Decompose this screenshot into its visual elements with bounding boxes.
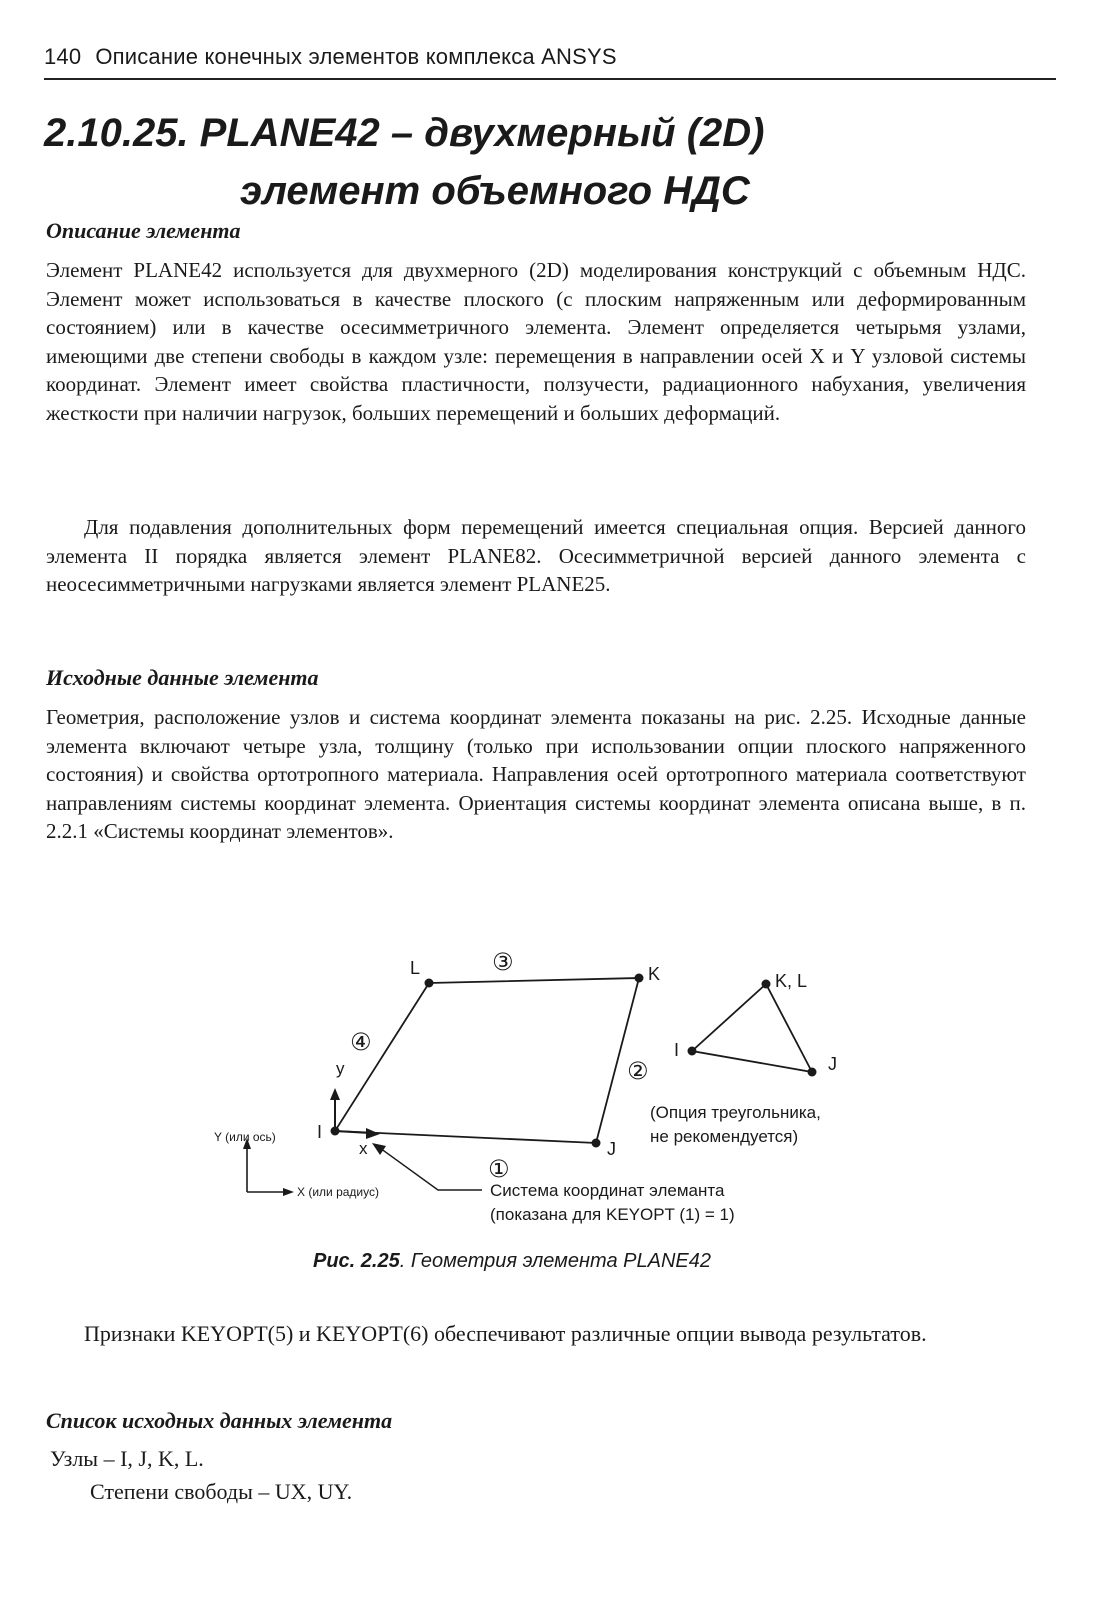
input-data-heading: Исходные данные элемента: [46, 665, 319, 690]
global-x-label: X (или радиус): [297, 1185, 379, 1199]
local-y-label: y: [336, 1059, 345, 1078]
global-x-arrowhead: [283, 1188, 294, 1196]
description-paragraph-2: Для подавления дополнительных форм перемещений имеется специальная опция. Версией данного элемента II порядка является элемент PLANE82. Осесимметричной версией данного элемента с неосесимметричными нагрузками является элемент PLANE25.: [46, 515, 1026, 596]
figure-caption-text: . Геометрия элемента PLANE42: [399, 1250, 711, 1272]
triangle-node-i-label: I: [674, 1040, 680, 1060]
csys-leader-arrowhead: [372, 1143, 386, 1155]
header-rule: [44, 78, 1056, 80]
figure-2-25: [200, 938, 900, 1243]
node-k-dot: [635, 974, 644, 983]
section-title-line1: 2.10.25. PLANE42 – двухмерный (2D): [44, 111, 765, 155]
description-heading: Описание элемента: [46, 218, 241, 243]
node-j-label: J: [607, 1139, 616, 1159]
face-1-label: ①: [488, 1156, 510, 1183]
input-data-paragraph: Геометрия, расположение узлов и система координат элемента показаны на рис. 2.25. Исходные данные элемента включают четыре узла, толщину (только при использовании опции плоского напряженного состояния) и свойства ортотропного материала. Направления осей ортотропного материала соответствуют направлениям системы координат элемента. Ориентация системы координат элемента описана выше, в п. 2.2.1 «Системы координат элементов».: [46, 705, 1026, 843]
face-4-label: ④: [350, 1029, 372, 1056]
input-list-heading: Список исходных данных элемента: [46, 1408, 393, 1433]
triangle-node-kl-label: K, L: [775, 971, 808, 991]
face-3-label: ③: [492, 949, 514, 976]
triangle-node-j-label: J: [828, 1054, 837, 1074]
local-y-arrowhead: [330, 1088, 340, 1100]
csys-note-line2: (показана для KEYOPT (1) = 1): [490, 1205, 735, 1224]
csys-note-line1: Система координат элеманта: [490, 1181, 725, 1200]
nodes-line: Узлы – I, J, K, L.: [50, 1446, 204, 1471]
node-i-label: I: [317, 1122, 323, 1142]
triangle-node-j-dot: [808, 1068, 817, 1077]
node-l-dot: [425, 979, 434, 988]
node-j-dot: [592, 1139, 601, 1148]
face-2-label: ②: [627, 1058, 649, 1085]
node-k-label: K: [648, 964, 661, 984]
section-title-line2: элемент объемного НДС: [240, 169, 750, 213]
local-x-label: x: [359, 1139, 368, 1158]
page-number: 140: [44, 44, 82, 69]
triangle-note-line1: (Опция треугольника,: [650, 1103, 821, 1122]
local-x-arrowhead: [366, 1128, 380, 1139]
figure-caption: [313, 1250, 711, 1273]
global-y-label: Y (или ось): [214, 1130, 276, 1144]
running-header: [44, 44, 1054, 70]
triangle-node-kl-dot: [762, 980, 771, 989]
node-l-label: L: [410, 958, 421, 978]
triangle-note-line2: не рекомендуется): [650, 1127, 799, 1146]
description-paragraph-1: Элемент PLANE42 используется для двухмерного (2D) моделирования конструкций с объемным НДС. Элемент может использоваться в качестве плоского (с плоским напряженным или деформированным состоянием) или в качестве осесимметричного элемента. Элемент определяется четырьмя узлами, имеющими две степени свободы в каждом узле: перемещения в направлении осей X и Y узловой системы координат. Элемент имеет свойства пластичности, ползучести, радиационного набухания, увеличения жесткости при наличии нагрузок, больших перемещений и больших деформаций.: [46, 258, 1026, 425]
running-title: Описание конечных элементов комплекса ANSYS: [95, 44, 617, 69]
section-title: [44, 104, 1054, 220]
csys-leader-line: [380, 1148, 482, 1190]
triangle-element-outline: [692, 984, 812, 1072]
local-x-axis: [335, 1131, 370, 1133]
output-paragraph: Признаки KEYOPT(5) и KEYOPT(6) обеспечивают различные опции вывода результатов.: [84, 1321, 927, 1346]
dof-line: Степени свободы – UX, UY.: [90, 1479, 353, 1504]
triangle-node-i-dot: [688, 1047, 697, 1056]
element-geometry-diagram: [200, 938, 900, 1238]
figure-caption-number: Рис. 2.25: [313, 1250, 400, 1272]
quad-element-outline: [335, 978, 639, 1143]
